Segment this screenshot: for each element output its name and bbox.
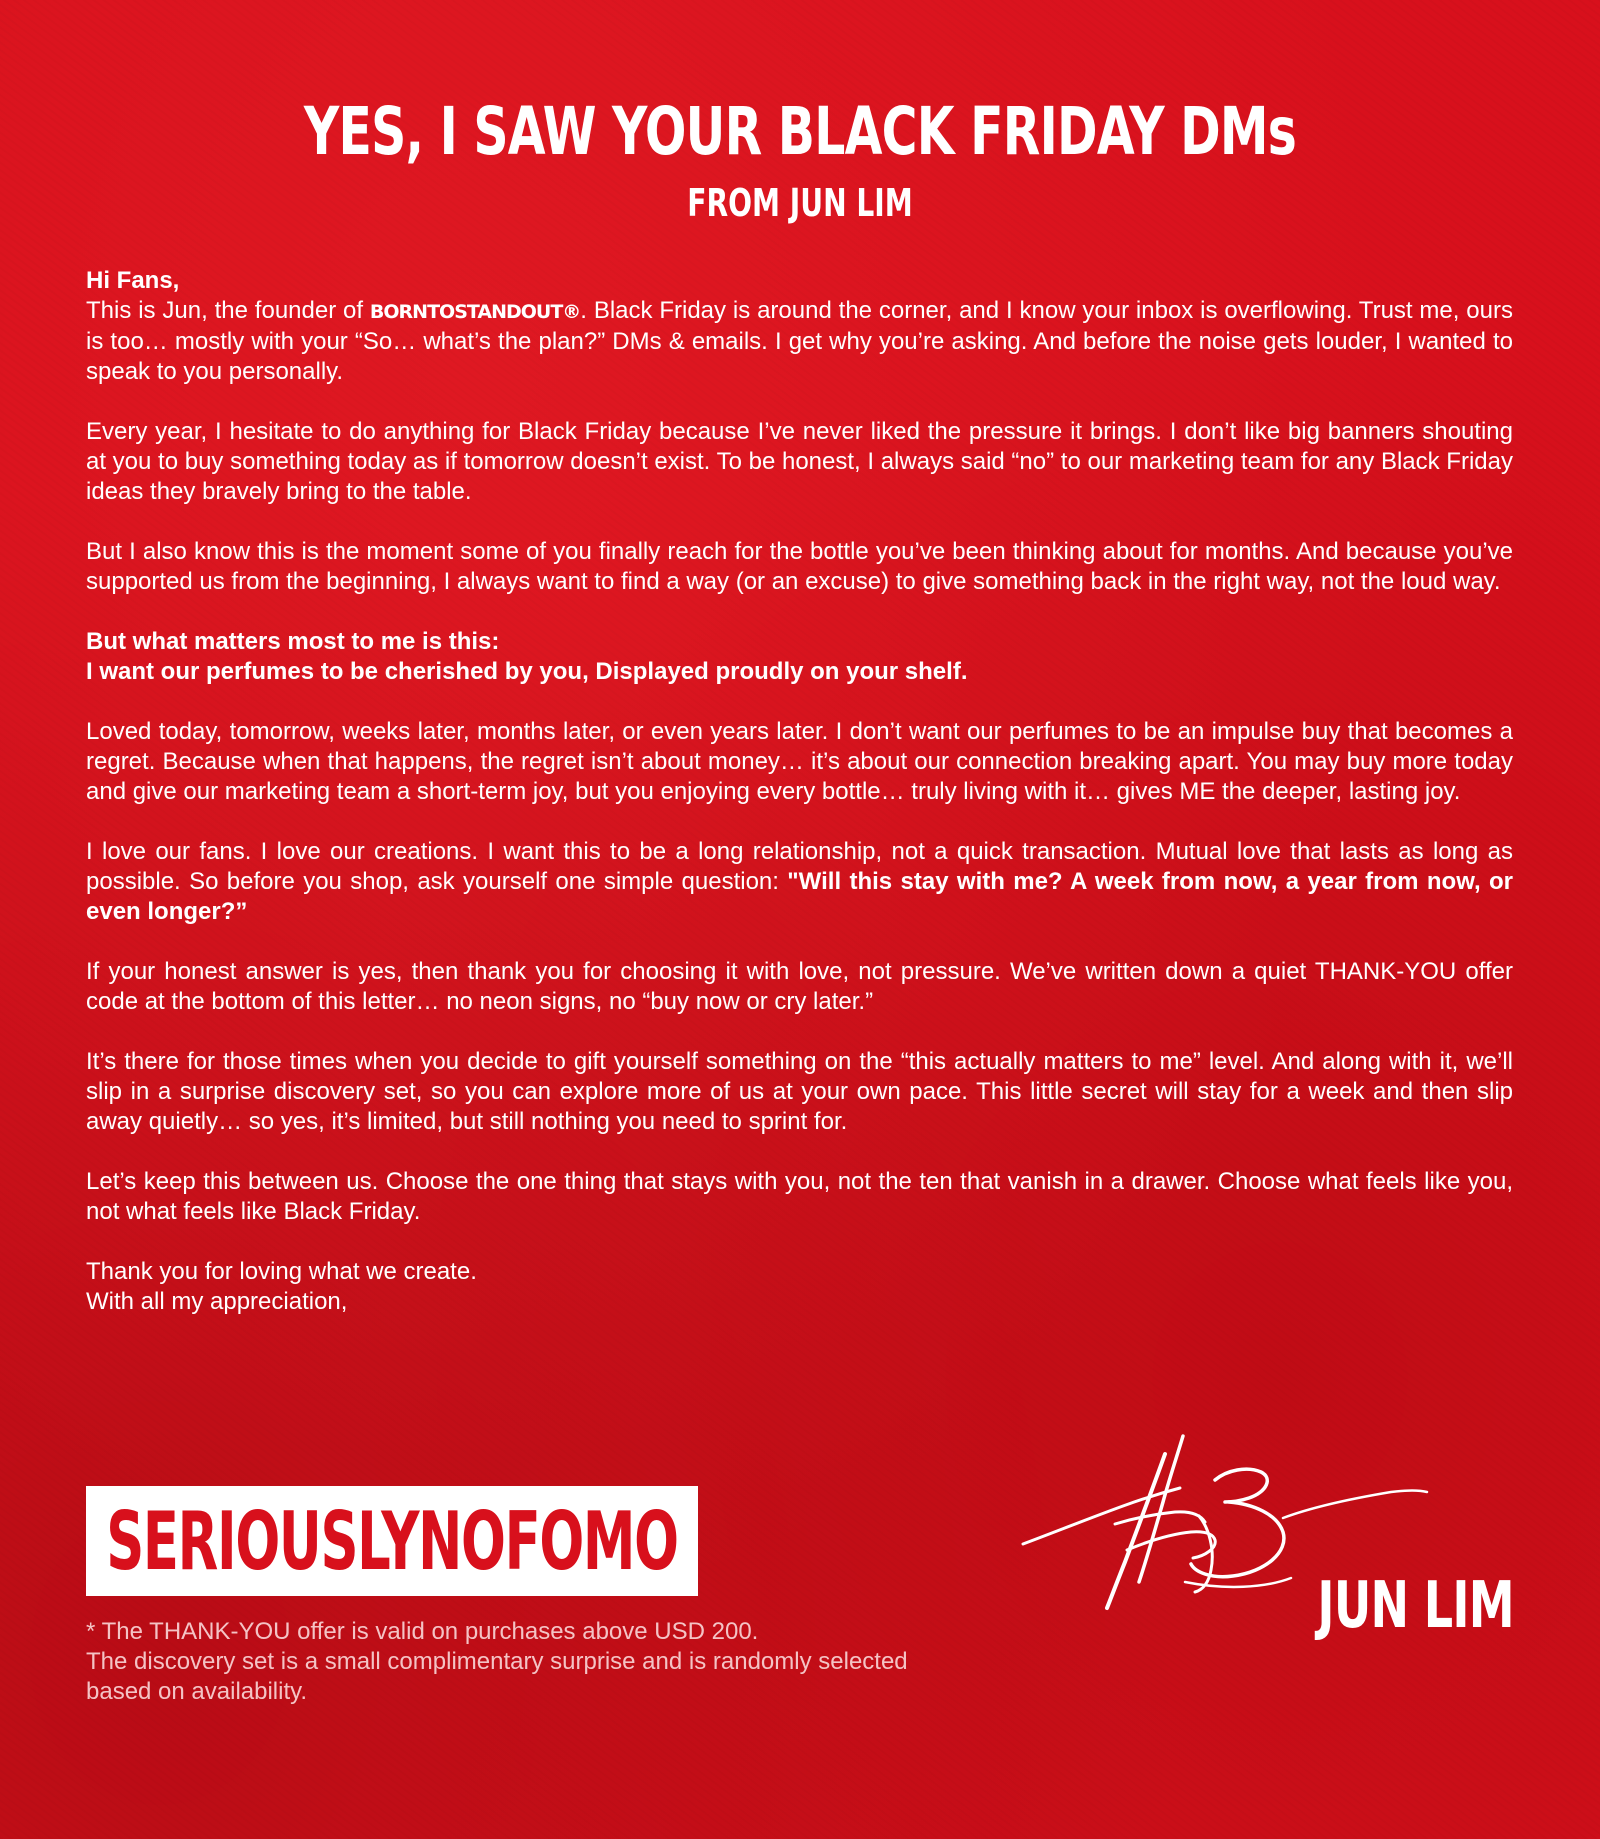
letter-paragraph-3: But I also know this is the moment some of you finally reach for the bottle you’ve been thinking about for months. And because you’ve supported us from the beginning, I always want to find a way (or an excuse) to give something back in the right way, not the loud way.	[86, 538, 1513, 595]
letter-paragraph-intro	[86, 296, 1513, 387]
promo-code-box	[86, 1486, 698, 1596]
footnote-line-1: * The THANK-YOU offer is valid on purchases above USD 200.	[86, 1618, 759, 1645]
promo-code: SERIOUSLYNOFOMO	[106, 1494, 678, 1588]
letter-greeting: Hi Fans,	[86, 267, 180, 294]
letter-paragraph-9: Let’s keep this between us. Choose the one thing that stays with you, not the ten that vanish in a drawer. Choose what feels like you, not what feels like Black Friday.	[86, 1168, 1513, 1225]
letter-paragraph-5: Loved today, tomorrow, weeks later, months later, or even years later. I don’t want our perfumes to be an impulse buy that becomes a regret. Because when that happens, the regret isn’t about money… it’s about our connection breaking apart. You may buy more today and give our marketing team a short-term joy, but you enjoying every bottle… truly living with it… gives ME the deeper, lasting joy.	[86, 718, 1513, 805]
intro-text-start: This is Jun, the founder of	[86, 297, 370, 324]
brand-name: BORNTOSTANDOUT®	[369, 301, 581, 323]
intro-text-end: . Black Friday is around the corner, and I know your inbox is overflowing. Trust me, ours is too… mostly with your “So… what’s the plan?” DMs & emails. I get why you’re asking. And before the noise gets louder, I wanted to speak to you personally.	[86, 297, 1513, 385]
page-subtitle: FROM JUN LIM	[687, 181, 913, 225]
offer-footnote	[86, 1617, 966, 1707]
signer-name: JUN LIM	[1317, 1569, 1514, 1643]
paragraph-6-question: "Will this stay with me? A week from now, a year from now, or even longer?”	[86, 868, 1513, 925]
footnote-line-2: The discovery set is a small complimentary surprise and is randomly selected based on availability.	[86, 1648, 908, 1705]
letter-closing-line-1: Thank you for loving what we create.	[86, 1258, 477, 1285]
letter-closing-line-2: With all my appreciation,	[86, 1288, 348, 1315]
letter-paragraph-6	[86, 837, 1513, 927]
letter-paragraph-8: It’s there for those times when you decide to gift yourself something on the “this actually matters to me” level. And along with it, we’ll slip in a surprise discovery set, so you can explore more of us at your own pace. This little secret will stay for a week and then slip away quietly… so yes, it’s limited, but still nothing you need to sprint for.	[86, 1048, 1513, 1135]
letter-paragraph-7: If your honest answer is yes, then thank you for choosing it with love, not pressure. We’ve written down a quiet THANK-YOU offer code at the bottom of this letter… no neon signs, no “buy now or cry later.”	[86, 958, 1513, 1015]
page-title: YES, I SAW YOUR BLACK FRIDAY DMs	[303, 93, 1297, 170]
letter-paragraph-2: Every year, I hesitate to do anything for Black Friday because I’ve never liked the pressure it brings. I don’t like big banners shouting at you to buy something today as if tomorrow doesn’t exist. To be honest, I always said “no” to our marketing team for any Black Friday ideas they bravely bring to the table.	[86, 418, 1513, 505]
letter-paragraph-4-line-1: But what matters most to me is this:	[86, 628, 500, 655]
paragraph-6-text: I love our fans. I love our creations. I want this to be a long relationship, not a quick transaction. Mutual love that lasts as long as possible. So before you shop, ask yourself one simple question:	[86, 838, 1513, 895]
letter-paragraph-4-line-2: I want our perfumes to be cherished by you, Displayed proudly on your shelf.	[86, 658, 968, 685]
letter-body	[86, 266, 1513, 1317]
